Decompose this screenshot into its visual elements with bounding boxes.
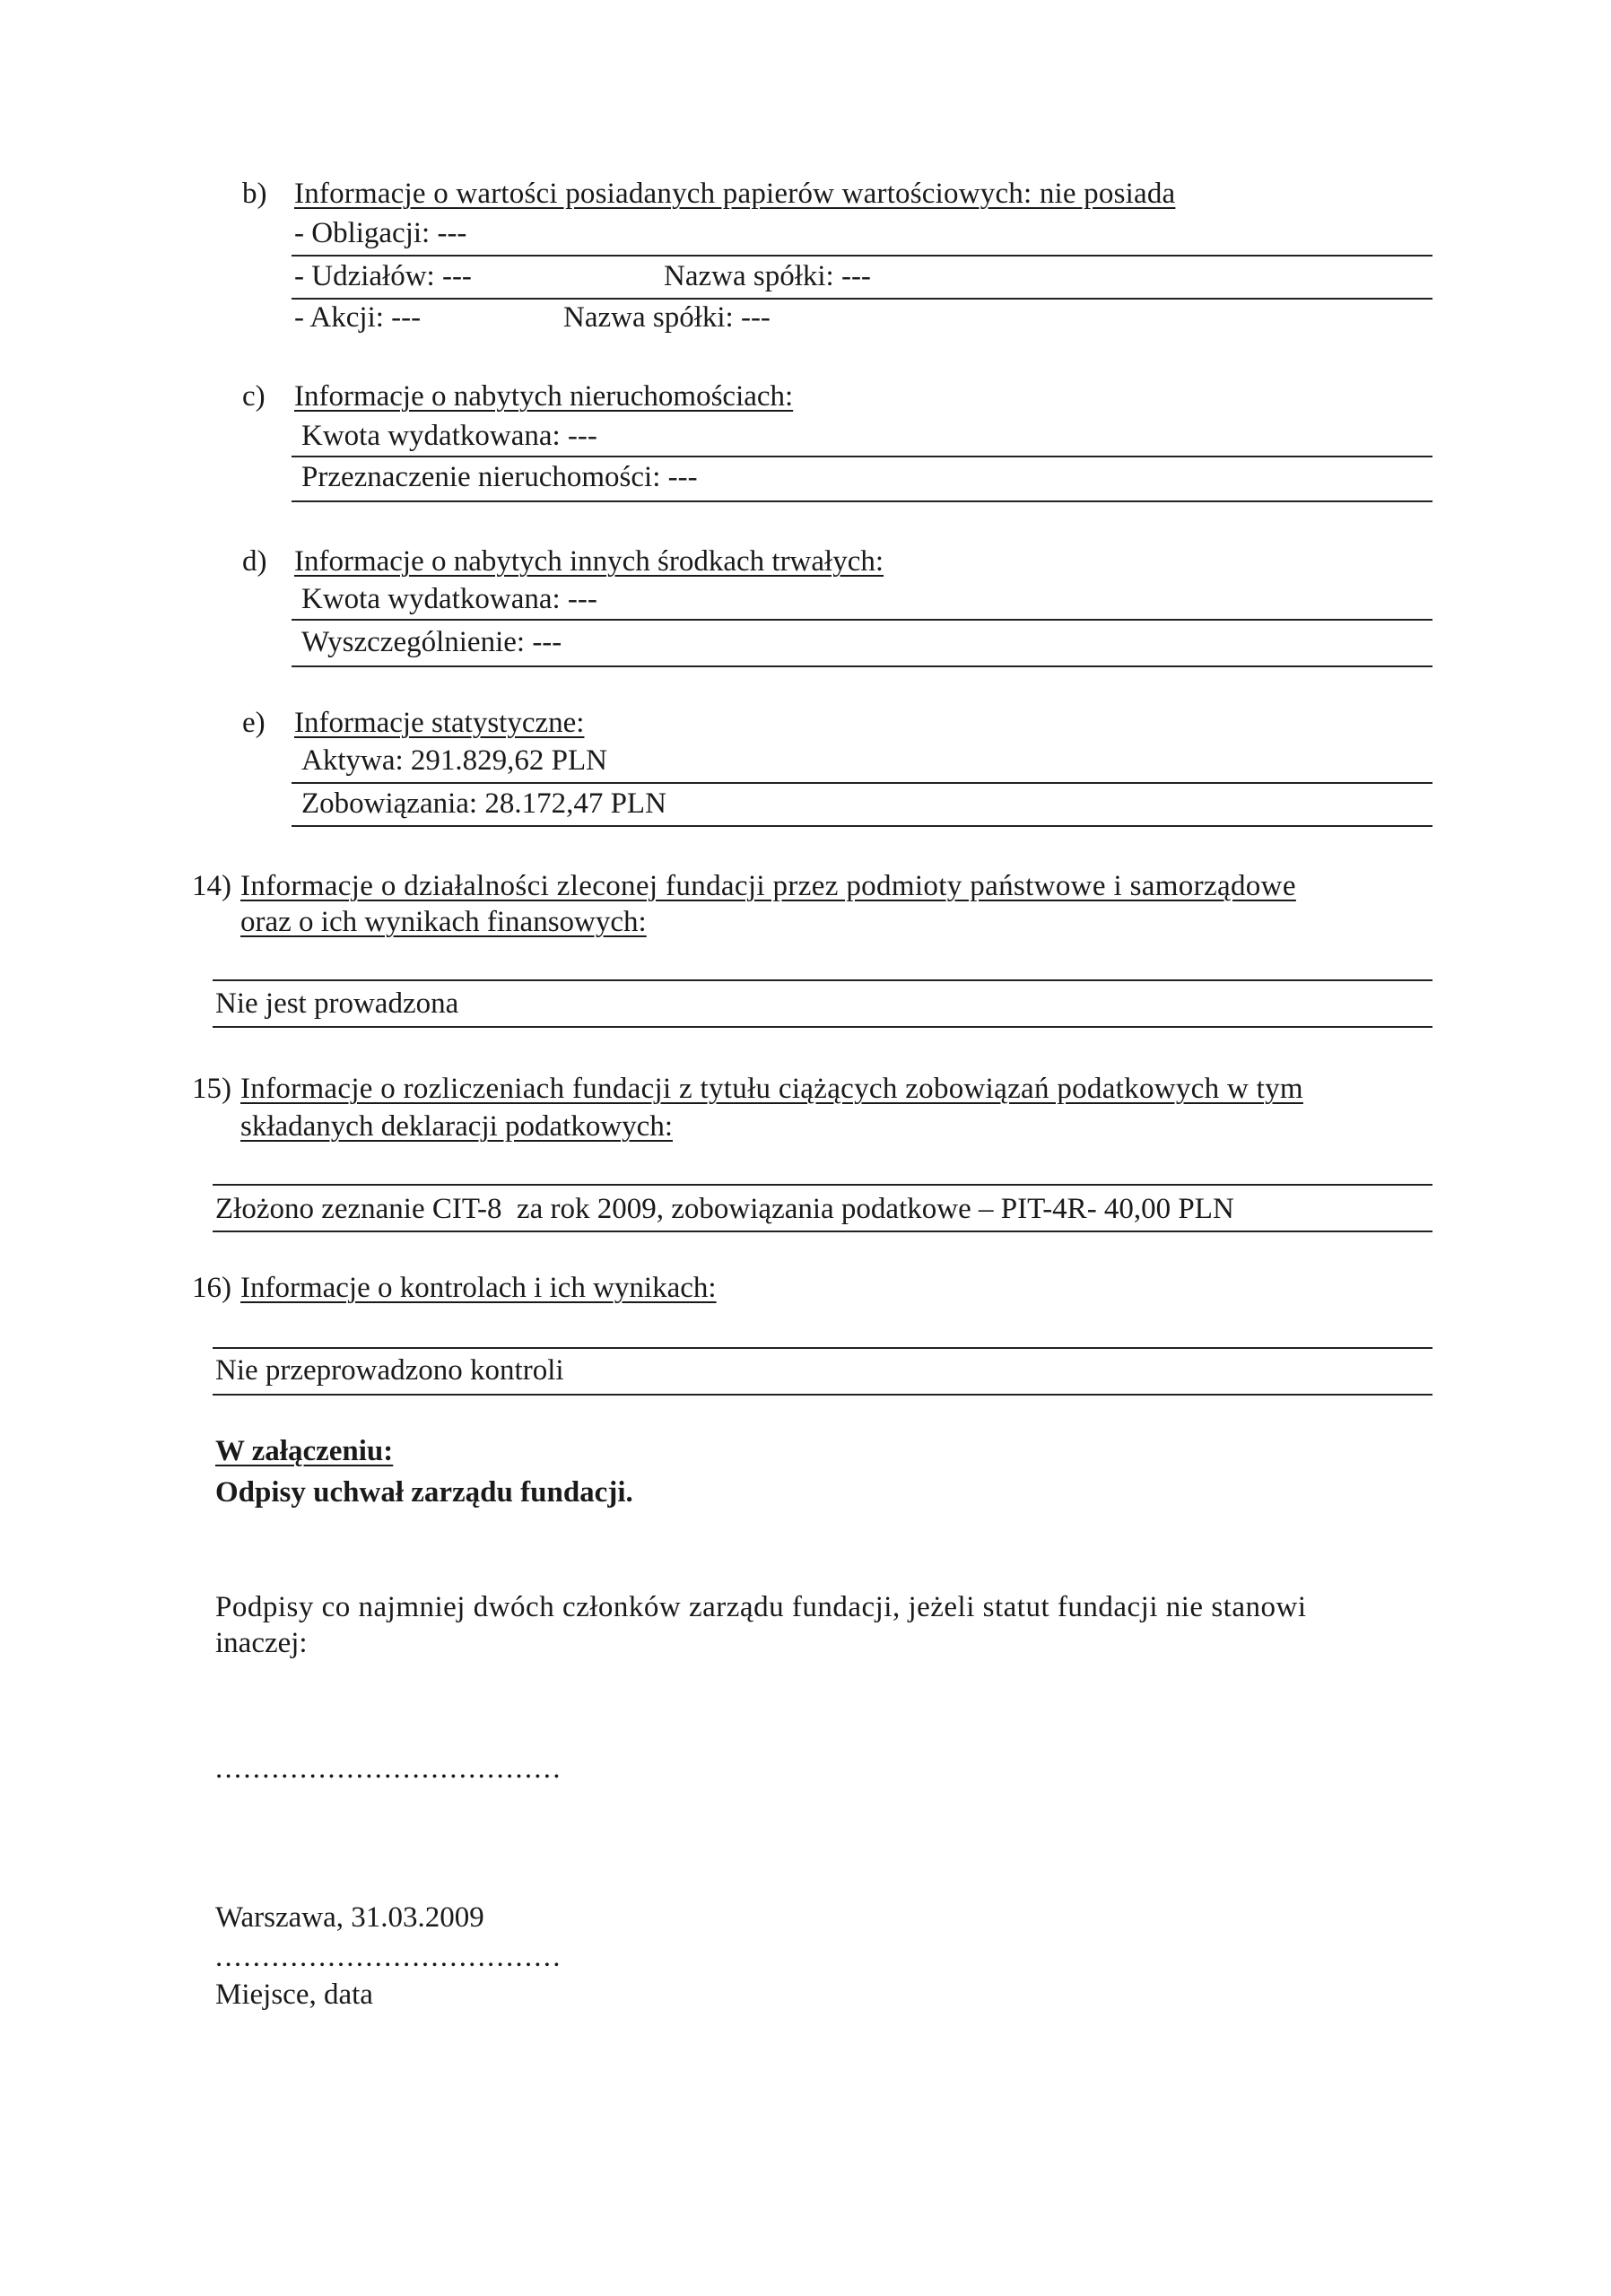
fixed-assets-spec-rule (292, 665, 1432, 667)
assets-field: Aktywa: 291.829,62 PLN (301, 744, 607, 777)
section-16-top-rule (213, 1347, 1432, 1349)
shares-field: - Udziałów: --- (294, 260, 472, 292)
signatures-line1: Podpisy co najmniej dwóch członków zarządu fundacji, jeżeli statut fundacji nie stanowi (215, 1591, 1307, 1623)
real-estate-purpose-field: Przeznaczenie nieruchomości: --- (301, 461, 698, 493)
liabilities-field: Zobowiązania: 28.172,47 PLN (301, 787, 666, 820)
section-16-answer: Nie przeprowadzono kontroli (215, 1354, 564, 1387)
section-16-marker: 16) (192, 1272, 231, 1304)
section-14-bottom-rule (213, 1026, 1432, 1028)
bonds-field: - Obligacji: --- (294, 217, 467, 249)
place-date-value: Warszawa, 31.03.2009 (215, 1901, 484, 1934)
section-16-heading: Informacje o kontrolach i ich wynikach: (240, 1272, 717, 1304)
section-15-bottom-rule (213, 1231, 1432, 1232)
section-15-heading-line2: składanych deklaracji podatkowych: (240, 1110, 673, 1143)
signatures-dots: ..................................... (215, 1752, 562, 1785)
section-15-top-rule (213, 1184, 1432, 1186)
section-14-heading-line1: Informacje o działalności zleconej fundacji przez podmioty państwowe i samorządowe (240, 870, 1296, 902)
liabilities-rule (292, 825, 1432, 827)
section-b-heading: Informacje o wartości posiadanych papierów wartościowych: nie posiada (294, 178, 1176, 210)
real-estate-purpose-rule (292, 500, 1432, 502)
section-d-marker: d) (242, 545, 267, 578)
section-15-answer: Złożono zeznanie CIT-8 za rok 2009, zobowiązania podatkowe – PIT-4R- 40,00 PLN (215, 1193, 1234, 1225)
section-14-heading-line2: oraz o ich wynikach finansowych: (240, 906, 647, 938)
section-b-marker: b) (242, 178, 267, 210)
stocks-field: - Akcji: --- (294, 301, 422, 334)
section-e-marker: e) (242, 707, 266, 739)
section-e-heading: Informacje statystyczne: (294, 707, 585, 739)
shares-rule (292, 298, 1432, 300)
stocks-company-field: Nazwa spółki: --- (563, 301, 771, 334)
section-14-top-rule (213, 979, 1432, 981)
bonds-rule (292, 255, 1432, 257)
section-16-bottom-rule (213, 1394, 1432, 1396)
real-estate-amount-rule (292, 456, 1432, 457)
shares-company-field: Nazwa spółki: --- (664, 260, 871, 292)
fixed-assets-amount-rule (292, 619, 1432, 621)
fixed-assets-amount-field: Kwota wydatkowana: --- (301, 583, 597, 615)
section-d-heading: Informacje o nabytych innych środkach trwałych: (294, 545, 884, 578)
section-15-heading-line1: Informacje o rozliczeniach fundacji z tytułu ciążących zobowiązań podatkowych w tym (240, 1073, 1303, 1105)
place-date-label: Miejsce, data (215, 1979, 373, 2011)
real-estate-amount-field: Kwota wydatkowana: --- (301, 420, 597, 452)
section-14-marker: 14) (192, 870, 231, 902)
attachment-text: Odpisy uchwał zarządu fundacji. (215, 1476, 633, 1509)
place-date-dots: ..................................... (215, 1941, 562, 1973)
attachment-heading: W załączeniu: (215, 1435, 394, 1467)
section-14-answer: Nie jest prowadzona (215, 987, 459, 1020)
section-c-heading: Informacje o nabytych nieruchomościach: (294, 380, 794, 413)
fixed-assets-spec-field: Wyszczególnienie: --- (301, 626, 562, 658)
assets-rule (292, 782, 1432, 784)
section-15-marker: 15) (192, 1073, 231, 1105)
signatures-line2: inaczej: (215, 1627, 308, 1659)
section-c-marker: c) (242, 380, 266, 413)
